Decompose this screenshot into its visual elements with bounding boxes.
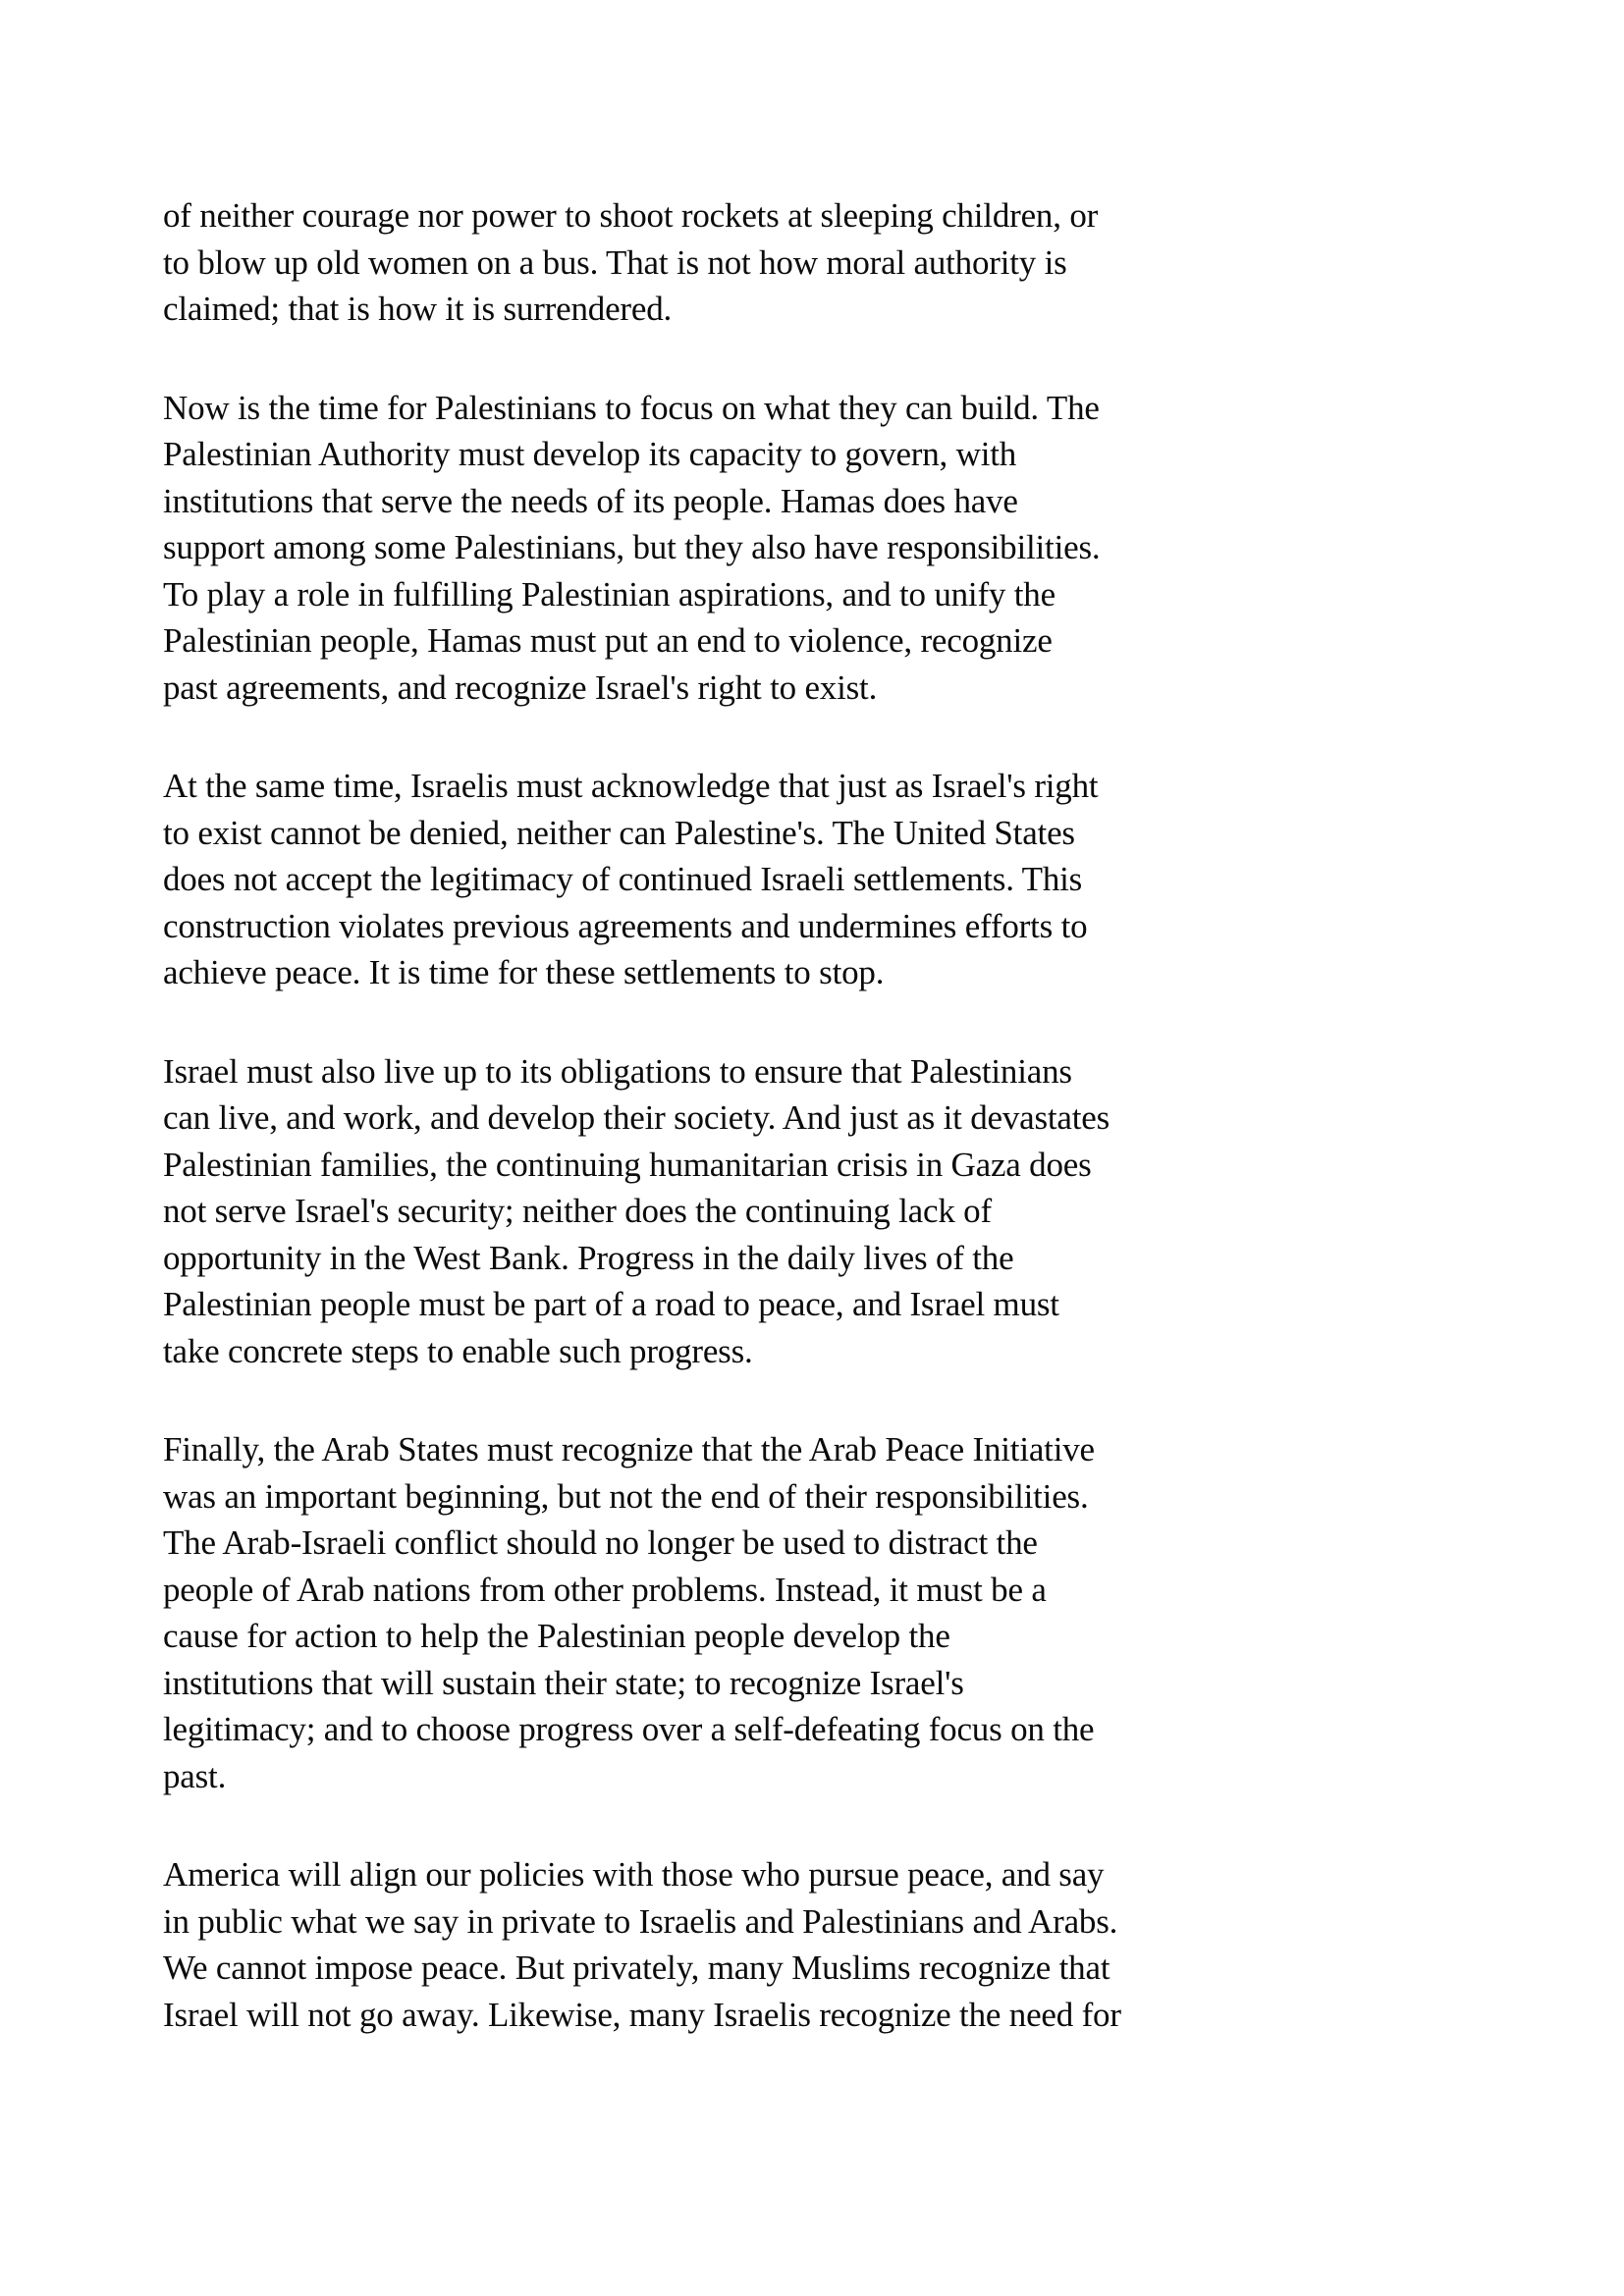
text-line: We cannot impose peace. But privately, many Muslims recognize that — [163, 1949, 1110, 1987]
paragraph — [163, 385, 1184, 712]
paragraph — [163, 1048, 1184, 1375]
text-line: can live, and work, and develop their society. And just as it devastates — [163, 1098, 1110, 1137]
text-line: take concrete steps to enable such progress. — [163, 1331, 753, 1370]
text-line: institutions that will sustain their state; to recognize Israel's — [163, 1663, 964, 1702]
text-line: America will align our policies with those who pursue peace, and say — [163, 1855, 1105, 1894]
text-line: Palestinian people must be part of a road to peace, and Israel must — [163, 1285, 1059, 1323]
text-line: institutions that serve the needs of its people. Hamas does have — [163, 481, 1018, 520]
paragraph — [163, 1426, 1184, 1799]
text-line: claimed; that is how it is surrendered. — [163, 290, 673, 328]
text-line: past agreements, and recognize Israel's right to exist. — [163, 667, 878, 707]
text-line: Palestinian people, Hamas must put an end to violence, recognize — [163, 621, 1053, 660]
text-line: Finally, the Arab States must recognize that the Arab Peace Initiative — [163, 1430, 1095, 1468]
text-line: to blow up old women on a bus. That is not how moral authority is — [163, 242, 1067, 282]
text-line: construction violates previous agreements and undermines efforts to — [163, 906, 1088, 945]
text-line: past. — [163, 1756, 227, 1795]
text-line: was an important beginning, but not the end of their responsibilities. — [163, 1476, 1089, 1516]
text-line: To play a role in fulfilling Palestinian aspirations, and to unify the — [163, 574, 1056, 614]
text-line: Israel will not go away. Likewise, many Israelis recognize the need for — [163, 1995, 1121, 2034]
text-line: Palestinian Authority must develop its capacity to govern, with — [163, 435, 1017, 473]
paragraph — [163, 192, 1184, 333]
text-line: Palestinian families, the continuing humanitarian crisis in Gaza does — [163, 1145, 1092, 1184]
text-line: support among some Palestinians, but they also have responsibilities. — [163, 528, 1101, 566]
text-line: people of Arab nations from other problems. Instead, it must be a — [163, 1570, 1047, 1609]
text-line: opportunity in the West Bank. Progress in the daily lives of the — [163, 1238, 1014, 1277]
text-line: to exist cannot be denied, neither can Palestine's. The United States — [163, 813, 1075, 852]
text-line: Israel must also live up to its obligations to ensure that Palestinians — [163, 1051, 1072, 1091]
paragraph — [163, 1851, 1184, 2038]
text-line: achieve peace. It is time for these settlements to stop. — [163, 953, 885, 991]
text-line: cause for action to help the Palestinian people develop the — [163, 1617, 950, 1655]
text-line: not serve Israel's security; neither does the continuing lack of — [163, 1192, 992, 1230]
text-line: does not accept the legitimacy of continued Israeli settlements. This — [163, 860, 1083, 898]
text-column — [163, 192, 1184, 2038]
paragraph — [163, 763, 1184, 996]
text-line: legitimacy; and to choose progress over a self-defeating focus on the — [163, 1710, 1095, 1748]
text-line: At the same time, Israelis must acknowledge that just as Israel's right — [163, 767, 1099, 805]
text-line: The Arab-Israeli conflict should no longer be used to distract the — [163, 1523, 1038, 1562]
text-line: in public what we say in private to Israelis and Palestinians and Arabs. — [163, 1901, 1118, 1941]
text-line: Now is the time for Palestinians to focus on what they can build. The — [163, 388, 1100, 427]
text-line: of neither courage nor power to shoot rockets at sleeping children, or — [163, 196, 1099, 235]
